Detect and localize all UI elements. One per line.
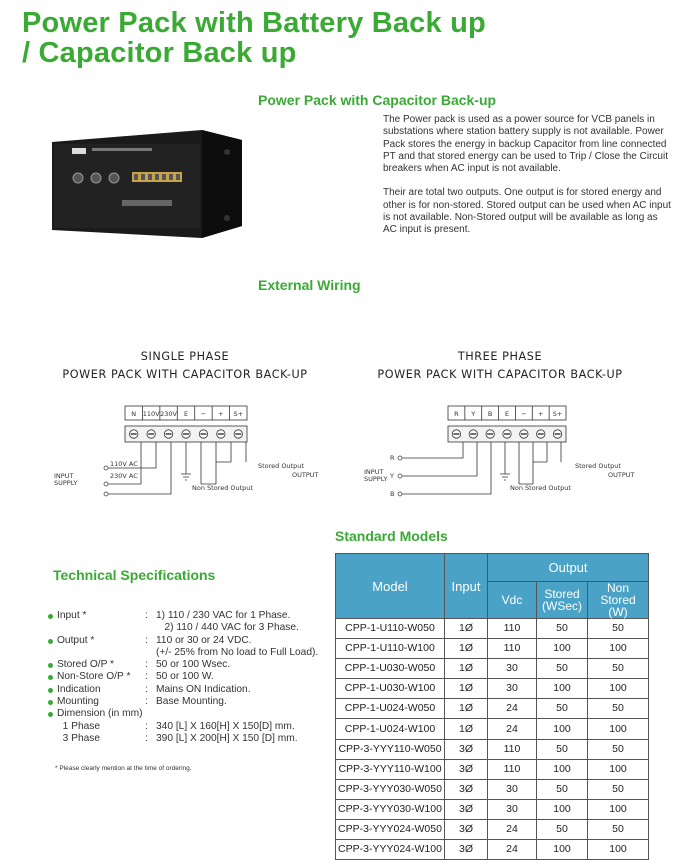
spec-label: Dimension (in mm) <box>57 708 143 720</box>
spec-value: 50 or 100 W. <box>156 671 214 683</box>
tp-line-y: Y <box>390 472 394 480</box>
cell-stored: 50 <box>537 739 588 759</box>
spec-value: 2) 110 / 440 VAC for 3 Phase. <box>156 622 299 634</box>
spec-colon: : <box>145 634 148 646</box>
spec-value: 110 or 30 or 24 VDC. <box>156 634 252 646</box>
spec-label: Non-Store O/P * <box>57 671 131 683</box>
bullet-icon <box>48 675 53 680</box>
tech-heading: Technical Specifications <box>53 567 216 583</box>
cell-input: 3Ø <box>445 799 488 819</box>
spec-value: 1) 110 / 230 VAC for 1 Phase. <box>156 610 291 621</box>
three-phase-diagram <box>360 400 650 505</box>
three-phase-title <box>355 350 645 381</box>
col-vdc: Vdc <box>488 582 537 619</box>
single-phase-title-1: SINGLE PHASE <box>140 350 230 363</box>
cell-non-stored: 100 <box>588 840 649 860</box>
cell-input: 3Ø <box>445 739 488 759</box>
terminal-label: 230V <box>160 410 178 418</box>
description-paragraph-1: The Power pack is used as a power source for VCB panels in substations where station battery supply is not available. Power Pack stores the energy in backup Capacitor from line connected PT and that stored energy can be used to Trip / Close the Circuit breakers when AC input is not available. <box>383 114 668 175</box>
tp-input-label: INPUT <box>364 468 384 476</box>
wiring-heading: External Wiring <box>258 277 361 293</box>
cell-vdc: 30 <box>488 799 537 819</box>
table-row <box>336 799 649 819</box>
spec-label: Indication <box>57 683 101 695</box>
cell-model: CPP-1-U024-W050 <box>336 699 445 719</box>
table-row <box>336 719 649 739</box>
col-stored: Stored (WSec) <box>537 582 588 619</box>
cell-input: 1Ø <box>445 699 488 719</box>
cell-input: 3Ø <box>445 779 488 799</box>
sp-230v: 230V AC <box>110 472 138 480</box>
cell-input: 3Ø <box>445 819 488 839</box>
models-table <box>335 553 649 860</box>
table-row <box>336 779 649 799</box>
spec-label: Mounting <box>57 696 99 708</box>
cell-non-stored: 50 <box>588 699 649 719</box>
three-phase-title-2: POWER PACK WITH CAPACITOR BACK-UP <box>377 368 623 381</box>
sp-non-stored: Non Stored Output <box>192 484 253 492</box>
cell-input: 1Ø <box>445 719 488 739</box>
col-model: Model <box>336 554 445 619</box>
col-output: Output <box>488 554 649 582</box>
terminal-label: E <box>504 410 510 418</box>
spec-label: 3 Phase <box>57 732 101 744</box>
cell-model: CPP-1-U110-W100 <box>336 639 445 659</box>
cell-stored: 50 <box>537 699 588 719</box>
page-title <box>22 8 486 68</box>
sp-stored: Stored Output <box>258 462 304 470</box>
cell-stored: 50 <box>537 659 588 679</box>
spec-colon: : <box>145 659 148 671</box>
cell-input: 1Ø <box>445 679 488 699</box>
table-row <box>336 739 649 759</box>
terminal-label: R <box>454 410 459 418</box>
sp-input-label-2: SUPPLY <box>54 479 78 487</box>
terminal-label: S+ <box>233 410 244 418</box>
cell-non-stored: 100 <box>588 719 649 739</box>
models-heading: Standard Models <box>335 528 448 544</box>
cell-vdc: 24 <box>488 719 537 739</box>
cell-non-stored: 100 <box>588 799 649 819</box>
spec-colon: : <box>145 720 148 732</box>
spec-value: 340 [L] X 160[H] X 150[D] mm. <box>156 720 295 732</box>
spec-label: Output * <box>57 634 95 646</box>
cell-input: 1Ø <box>445 639 488 659</box>
terminal-label: − <box>200 410 207 418</box>
bullet-icon <box>48 614 53 619</box>
sp-110v: 110V AC <box>110 460 138 468</box>
spec-value: 390 [L] X 200[H] X 150 [D] mm. <box>156 732 298 744</box>
tp-input-label-2: SUPPLY <box>364 475 388 483</box>
terminal-label: E <box>183 410 189 418</box>
terminal-label: − <box>521 410 527 418</box>
cell-input: 1Ø <box>445 619 488 639</box>
terminal-label: + <box>218 410 224 418</box>
spec-row <box>48 684 368 696</box>
cell-model: CPP-3-YYY110-W050 <box>336 739 445 759</box>
spec-label: 1 Phase <box>57 720 101 732</box>
table-row <box>336 759 649 779</box>
cell-model: CPP-1-U024-W100 <box>336 719 445 739</box>
cell-vdc: 30 <box>488 679 537 699</box>
spec-row <box>48 696 368 708</box>
spec-value: Mains ON Indication. <box>156 683 251 695</box>
title-line-2: / Capacitor Back up <box>22 37 297 69</box>
three-phase-title-1: THREE PHASE <box>457 350 543 363</box>
cell-non-stored: 100 <box>588 759 649 779</box>
cell-stored: 100 <box>537 639 588 659</box>
bullet-icon <box>48 712 53 717</box>
spec-row <box>48 671 368 683</box>
terminal-label: N <box>131 410 137 418</box>
description-paragraph-2: Their are total two outputs. One output is for stored energy and other is for non-stored. Stored output can be used when AC input is not available. Non-Stored output will be available as long as AC input is present. <box>383 187 671 236</box>
cell-stored: 100 <box>537 759 588 779</box>
cell-non-stored: 50 <box>588 619 649 639</box>
spec-value: 50 or 100 Wsec. <box>156 659 231 671</box>
spec-colon: : <box>145 610 148 621</box>
bullet-icon <box>48 700 53 705</box>
cell-model: CPP-3-YYY110-W100 <box>336 759 445 779</box>
terminal-label: Y <box>471 410 476 418</box>
title-line-1: Power Pack with Battery Back up <box>22 7 486 39</box>
bullet-icon <box>48 663 53 668</box>
cell-model: CPP-3-YYY024-W100 <box>336 840 445 860</box>
table-row <box>336 679 649 699</box>
cell-input: 3Ø <box>445 759 488 779</box>
cell-stored: 50 <box>537 619 588 639</box>
table-row <box>336 819 649 839</box>
power-pack-photo <box>52 130 242 240</box>
cell-vdc: 24 <box>488 840 537 860</box>
cell-stored: 100 <box>537 799 588 819</box>
cell-model: CPP-3-YYY024-W050 <box>336 819 445 839</box>
cell-vdc: 110 <box>488 619 537 639</box>
bullet-icon <box>48 639 53 644</box>
table-row <box>336 639 649 659</box>
table-row <box>336 619 649 639</box>
terminal-label: 110V <box>142 410 160 418</box>
cell-model: CPP-1-U030-W050 <box>336 659 445 679</box>
cell-model: CPP-3-YYY030-W100 <box>336 799 445 819</box>
spec-value: Base Mounting. <box>156 696 227 708</box>
terminal-label: + <box>537 410 544 418</box>
cell-non-stored: 50 <box>588 819 649 839</box>
cell-non-stored: 100 <box>588 679 649 699</box>
spec-row <box>48 622 368 634</box>
capacitor-heading: Power Pack with Capacitor Back-up <box>258 92 497 108</box>
sp-input-label: INPUT <box>54 472 74 480</box>
tp-output: OUTPUT <box>608 471 635 479</box>
sp-output: OUTPUT <box>292 471 319 479</box>
table-row <box>336 840 649 860</box>
cell-model: CPP-3-YYY030-W050 <box>336 779 445 799</box>
single-phase-title <box>40 350 330 381</box>
tp-line-r: R <box>390 454 395 462</box>
spec-row <box>48 610 368 622</box>
cell-vdc: 110 <box>488 739 537 759</box>
cell-stored: 50 <box>537 779 588 799</box>
cell-stored: 100 <box>537 719 588 739</box>
cell-stored: 100 <box>537 840 588 860</box>
cell-non-stored: 50 <box>588 779 649 799</box>
tp-non-stored: Non Stored Output <box>510 484 571 492</box>
spec-colon: : <box>145 732 148 744</box>
spec-label: Input * <box>57 610 87 621</box>
cell-vdc: 24 <box>488 819 537 839</box>
cell-model: CPP-1-U030-W100 <box>336 679 445 699</box>
spec-row <box>48 659 368 671</box>
cell-stored: 50 <box>537 819 588 839</box>
spec-row <box>48 733 368 745</box>
cell-non-stored: 50 <box>588 659 649 679</box>
single-phase-title-2: POWER PACK WITH CAPACITOR BACK-UP <box>62 368 308 381</box>
terminal-label: B <box>487 410 493 418</box>
bullet-icon <box>48 688 53 693</box>
spec-row <box>48 708 368 720</box>
cell-model: CPP-1-U110-W050 <box>336 619 445 639</box>
cell-vdc: 30 <box>488 779 537 799</box>
tp-line-b: B <box>390 490 395 498</box>
terminal-label: S+ <box>552 410 563 418</box>
table-row <box>336 699 649 719</box>
single-phase-diagram <box>40 400 330 505</box>
spec-colon: : <box>145 696 148 708</box>
cell-vdc: 110 <box>488 639 537 659</box>
cell-input: 3Ø <box>445 840 488 860</box>
cell-stored: 100 <box>537 679 588 699</box>
spec-value: (+/- 25% from No load to Full Load). <box>156 646 319 658</box>
spec-row <box>48 721 368 733</box>
cell-non-stored: 100 <box>588 639 649 659</box>
cell-input: 1Ø <box>445 659 488 679</box>
table-row <box>336 659 649 679</box>
cell-vdc: 24 <box>488 699 537 719</box>
col-non-stored: Non Stored (W) <box>588 582 649 619</box>
cell-vdc: 30 <box>488 659 537 679</box>
cell-vdc: 110 <box>488 759 537 779</box>
spec-label: Stored O/P * <box>57 659 115 671</box>
spec-row <box>48 647 368 659</box>
col-input: Input <box>445 554 488 619</box>
spec-list <box>48 610 368 745</box>
tp-stored: Stored Output <box>575 462 621 470</box>
order-note: * Please clearly mention at the time of ordering. <box>55 765 192 772</box>
cell-non-stored: 50 <box>588 739 649 759</box>
spec-colon: : <box>145 683 148 695</box>
spec-colon: : <box>145 671 148 683</box>
description <box>383 114 673 249</box>
spec-row <box>48 635 368 647</box>
